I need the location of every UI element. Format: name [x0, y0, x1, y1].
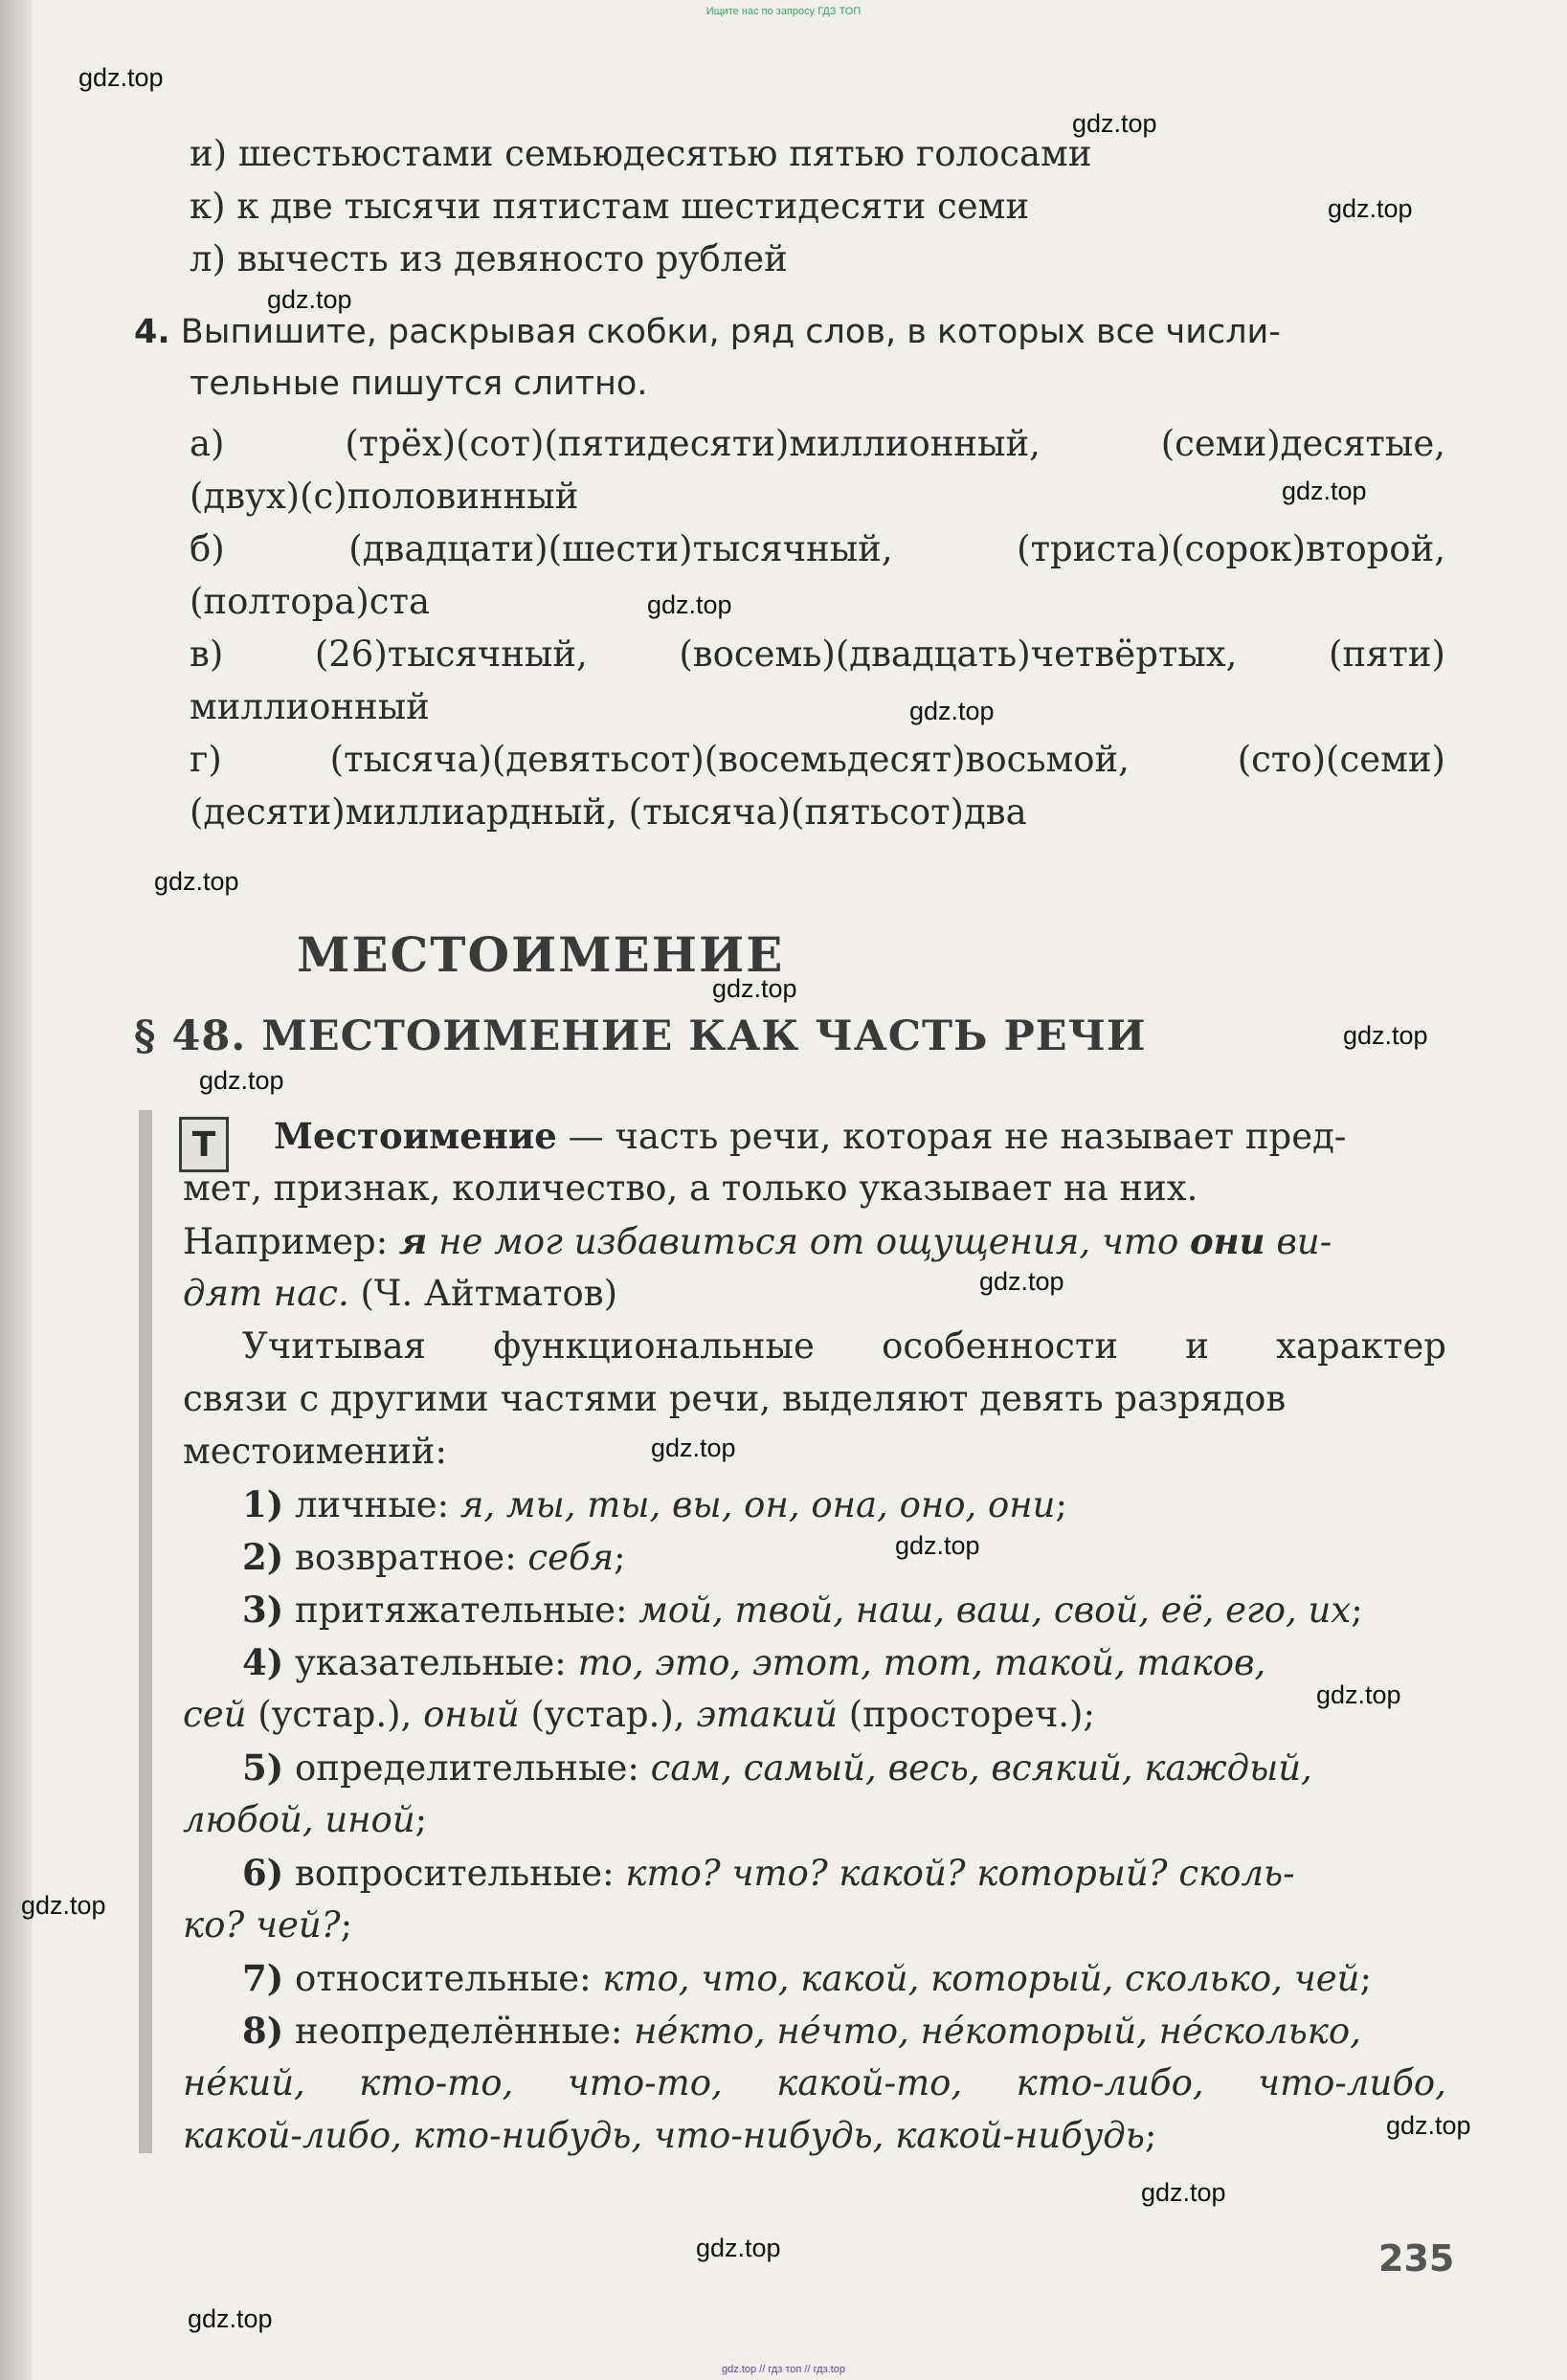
example-source: (Ч. Айтматов) [348, 1273, 618, 1314]
example-label: Например: [183, 1221, 399, 1262]
task-4-option-g [190, 740, 1445, 781]
exercise-item-i: и) шестьюстами семьюдесятью пятью голосами [190, 133, 1092, 174]
watermark: gdz.top [1282, 477, 1367, 505]
category-8 [242, 2011, 1361, 2053]
word: особенности [882, 1325, 1118, 1367]
category-number: 5) [242, 1746, 284, 1789]
example-pronoun: они [1190, 1220, 1265, 1262]
category-examples: себя [527, 1537, 615, 1578]
definition-line-2: мет, признак, количество, а только указывает на них. [183, 1168, 1198, 1209]
category-name: относительные: [283, 1958, 603, 1999]
category-examples: какой-либо, кто-нибудь, что-нибудь, какой-нибудь [183, 2115, 1145, 2156]
watermark: gdz.top [712, 974, 797, 1003]
example-line-1 [183, 1221, 1332, 1263]
task-4-option-b [190, 529, 1445, 570]
punct: ; [1055, 1484, 1067, 1525]
category-number: 3) [242, 1589, 284, 1631]
watermark: gdz.top [78, 63, 164, 92]
chapter-title: МЕСТОИМЕНИЕ [297, 926, 785, 983]
task-4-option-a [190, 424, 1445, 465]
exercise-item-k: к) к две тысячи пятистам шестидесяти семи [190, 186, 1030, 227]
punct: ; [1359, 1958, 1372, 1999]
task-4-option-g-cont: (десяти)миллиардный, (тысяча)(пятьсот)два [190, 791, 1027, 833]
punct: ; [414, 1799, 428, 1840]
category-name: вопросительные: [283, 1853, 626, 1894]
category-1 [242, 1484, 1067, 1526]
category-6 [242, 1853, 1295, 1895]
watermark: gdz.top [696, 2234, 781, 2262]
category-examples: этакий [696, 1694, 838, 1735]
category-example: что-либо, [1258, 2062, 1446, 2103]
task-4-option-b-cont: (полтора)ста [190, 581, 431, 622]
example-text: ви- [1265, 1221, 1332, 1262]
category-6-cont [183, 1905, 352, 1946]
option-label: в) [190, 634, 224, 675]
watermark: gdz.top [895, 1531, 980, 1560]
category-4 [242, 1642, 1265, 1684]
watermark: gdz.top [188, 2304, 273, 2333]
category-number: 8) [242, 2010, 284, 2052]
category-3 [242, 1590, 1363, 1632]
category-4-cont [183, 1695, 1095, 1736]
option-label: г) [190, 739, 222, 780]
option-label: а) [190, 423, 225, 464]
watermark: gdz.top [909, 697, 995, 725]
word: Учитывая [242, 1325, 427, 1367]
category-examples: не́кто, не́что, не́который, не́сколько, [634, 2011, 1361, 2052]
category-8-cont-1 [183, 2063, 1446, 2104]
option-label: б) [190, 528, 225, 569]
watermark: gdz.top [1343, 1021, 1428, 1050]
category-example: не́кий, [183, 2062, 305, 2103]
watermark: gdz.top [651, 1434, 736, 1462]
category-example: что-то, [567, 2062, 723, 2103]
category-number: 2) [242, 1536, 284, 1578]
word: функциональные [493, 1325, 815, 1367]
category-examples: то, это, этот, тот, такой, таков, [577, 1642, 1266, 1683]
category-name: неопределённые: [283, 2011, 635, 2052]
page-number: 235 [1378, 2237, 1455, 2280]
note: (простореч.); [837, 1694, 1095, 1735]
paragraph-line-2: связи с другими частями речи, выделяют девять разрядов [183, 1378, 1287, 1419]
task-4-text [134, 313, 1281, 351]
definition-text: — часть речи, которая не называет пред- [556, 1116, 1347, 1157]
note: (устар.), [246, 1694, 424, 1735]
option-word: (восемь)(двадцать)четвёртых, [679, 634, 1238, 675]
watermark: gdz.top [1141, 2178, 1226, 2207]
category-name: указательные: [283, 1642, 578, 1683]
paragraph-line-1 [242, 1326, 1446, 1368]
definition-term: Местоимение [274, 1115, 557, 1157]
category-name: личные: [283, 1484, 460, 1525]
category-example: кто-то, [359, 2062, 514, 2103]
category-name: возвратное: [283, 1537, 528, 1578]
category-number: 6) [242, 1852, 284, 1894]
category-number: 1) [242, 1483, 284, 1525]
punct: ; [1144, 2115, 1157, 2156]
definition-line-1 [274, 1116, 1346, 1158]
option-word: (семи)десятые, [1160, 423, 1445, 464]
category-5-cont [183, 1800, 427, 1841]
watermark: gdz.top [267, 285, 352, 314]
category-examples: мой, твой, наш, ваш, свой, её, его, их [638, 1590, 1352, 1631]
category-example: кто-либо, [1016, 2062, 1204, 2103]
category-examples: кто, что, какой, который, сколько, чей [602, 1958, 1360, 1999]
exercise-item-l: л) вычесть из девяносто рублей [190, 238, 788, 279]
option-word: (сто)(семи) [1237, 739, 1445, 780]
category-5 [242, 1747, 1312, 1790]
watermark: gdz.top [1386, 2111, 1471, 2140]
category-examples: я, мы, ты, вы, он, она, оно, они [459, 1484, 1056, 1525]
option-word: (триста)(сорок)второй, [1017, 528, 1445, 569]
category-number: 7) [242, 1957, 284, 1999]
watermark: gdz.top [1072, 109, 1157, 138]
bottom-banner: gdz.top // гдз топ // гдз.top [722, 2364, 845, 2375]
example-text: не мог избавиться от ощущения, что [427, 1221, 1190, 1262]
punct: ; [1351, 1590, 1363, 1631]
example-pronoun: я [398, 1220, 428, 1262]
option-word: (26)тысячный, [314, 634, 588, 675]
task-4-option-a-cont: (двух)(с)половинный [190, 476, 579, 517]
word: и [1185, 1325, 1209, 1367]
option-word: (трёх)(сот)(пятидесяти)миллионный, [345, 423, 1041, 464]
task-4-option-v-cont: миллионный [190, 686, 430, 727]
category-8-cont-2 [183, 2116, 1156, 2157]
punct: ; [614, 1537, 626, 1578]
option-word: (тысяча)(девятьсот)(восемьдесят)восьмой, [329, 739, 1130, 780]
category-examples: ко? чей? [183, 1904, 341, 1946]
task-4-option-v [190, 634, 1445, 676]
top-banner: Ищите нас по запросу ГДЗ ТОП [705, 6, 862, 17]
word: характер [1276, 1325, 1446, 1367]
category-examples: сей [183, 1694, 247, 1735]
option-word: (двадцати)(шести)тысячный, [348, 528, 893, 569]
category-name: определительные: [283, 1747, 651, 1789]
watermark: gdz.top [647, 590, 732, 619]
category-2 [242, 1537, 626, 1579]
punct: ; [340, 1904, 353, 1946]
theory-side-bar [139, 1110, 152, 2153]
watermark: gdz.top [154, 867, 239, 896]
category-examples: оный [423, 1694, 520, 1735]
task-4-line-2: тельные пишутся слитно. [190, 365, 648, 403]
watermark: gdz.top [21, 1891, 106, 1920]
category-name: притяжательные: [283, 1590, 639, 1631]
theory-badge: Т [179, 1117, 229, 1172]
watermark: gdz.top [1316, 1680, 1401, 1709]
example-line-2 [183, 1274, 617, 1315]
task-number: 4. [134, 313, 170, 351]
watermark: gdz.top [979, 1267, 1064, 1296]
note: (устар.), [519, 1694, 697, 1735]
watermark: gdz.top [199, 1066, 284, 1095]
section-title: § 48. МЕСТОИМЕНИЕ КАК ЧАСТЬ РЕЧИ [134, 1012, 1147, 1060]
category-examples: кто? что? какой? который? сколь- [625, 1853, 1295, 1894]
category-examples: сам, самый, весь, всякий, каждый, [650, 1747, 1312, 1789]
category-example: какой-то, [776, 2062, 963, 2103]
category-examples: любой, иной [183, 1799, 415, 1840]
option-word: (пяти) [1328, 634, 1445, 675]
example-text: дят нас. [183, 1273, 349, 1314]
category-number: 4) [242, 1641, 284, 1683]
page-edge-shadow [0, 0, 33, 2380]
watermark: gdz.top [1328, 194, 1413, 223]
paragraph-line-3: местоимений: [183, 1431, 447, 1472]
task-4-line-1: Выпишите, раскрывая скобки, ряд слов, в которых все числи- [180, 313, 1281, 351]
category-7 [242, 1958, 1372, 2000]
